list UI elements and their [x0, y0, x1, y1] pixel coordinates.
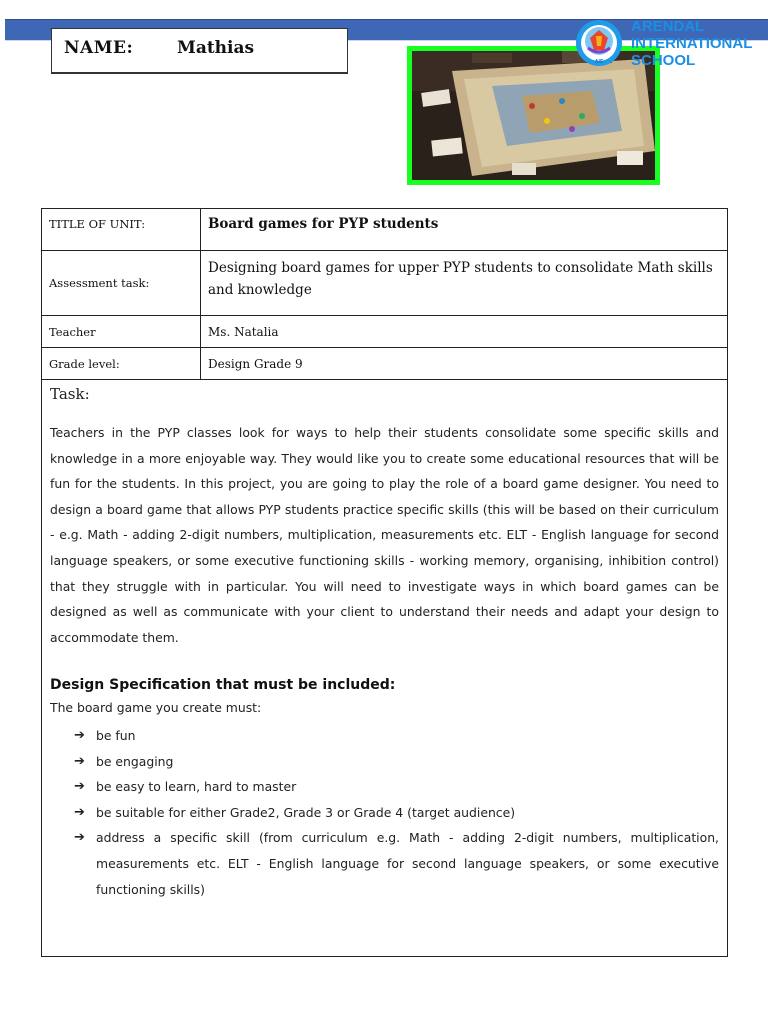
- assessment-label: Assessment task:: [42, 251, 201, 315]
- spec-item: [50, 774, 719, 800]
- school-name: [631, 18, 761, 69]
- task-heading: Task:: [50, 385, 90, 403]
- title-label: TITLE OF UNIT:: [42, 209, 201, 250]
- arrow-icon: ➔: [74, 728, 85, 743]
- title-value: Board games for PYP students: [208, 216, 439, 232]
- school-name-line3: SCHOOL: [631, 52, 696, 69]
- teacher-row: [42, 316, 727, 348]
- arrow-icon: ➔: [74, 779, 85, 795]
- grade-label: Grade level:: [42, 348, 201, 379]
- spec-item: [50, 800, 719, 826]
- spec-item-text: be suitable for either Grade2, Grade 3 or Grade 4 (target audience): [96, 804, 516, 820]
- spec-item: [50, 749, 719, 775]
- spec-item-text: address a specific skill (from curriculum e.g. Math - adding 2-digit numbers, multiplication, measurements etc. ELT - English language for second language speakers, or some executive functioning skills): [96, 830, 719, 897]
- school-name-line1: ARENDAL: [631, 18, 705, 35]
- assessment-row: [42, 251, 727, 316]
- spec-heading: Design Specification that must be included:: [50, 677, 396, 693]
- arrow-icon: ➔: [74, 804, 85, 820]
- spec-item-text: be easy to learn, hard to master: [96, 779, 297, 795]
- name-value: Mathias: [177, 38, 255, 58]
- task-description: Teachers in the PYP classes look for ways to help their students consolidate some specific skills and knowledge in a more enjoyable way. They would like you to create some educational resources that will be fun for the students. In this project, you are going to play the role of a board game designer. You need to design a board game that allows PYP students practice specific skills (this will be based on their curriculum - e.g. Math - adding 2-digit numbers, multiplication, measurements etc. ELT - English language for second language speakers, or some executive functioning skills - working memory, organising, inhibition control) that they struggle with in particular. You will need to investigate ways in which board games can be designed as well as communicate with your client to understand their needs and adapt your design to accommodate them.: [50, 425, 719, 645]
- title-row: [42, 209, 727, 251]
- spec-item: [50, 723, 719, 749]
- teacher-label: Teacher: [42, 316, 201, 347]
- spec-item-text: be engaging: [96, 753, 174, 769]
- name-label: NAME:: [64, 38, 134, 58]
- arrow-icon: ➔: [74, 753, 85, 769]
- assignment-table: [41, 208, 728, 957]
- spec-intro: The board game you create must:: [50, 700, 262, 715]
- name-box: [51, 28, 348, 74]
- svg-text:AIS: AIS: [594, 59, 604, 65]
- teacher-value: Ms. Natalia: [208, 324, 279, 339]
- spec-item: [50, 825, 719, 902]
- school-logo: [574, 14, 624, 72]
- grade-value: Design Grade 9: [208, 356, 303, 371]
- spec-list: [50, 723, 719, 902]
- school-name-line2: INTERNATIONAL: [631, 35, 753, 52]
- task-section: [42, 380, 727, 956]
- grade-row: [42, 348, 727, 380]
- school-logo-icon: [574, 14, 624, 72]
- arrow-icon: ➔: [74, 830, 85, 846]
- spec-item-text: be fun: [96, 728, 136, 743]
- assessment-value: Designing board games for upper PYP students to consolidate Math skills and knowledge: [208, 260, 713, 298]
